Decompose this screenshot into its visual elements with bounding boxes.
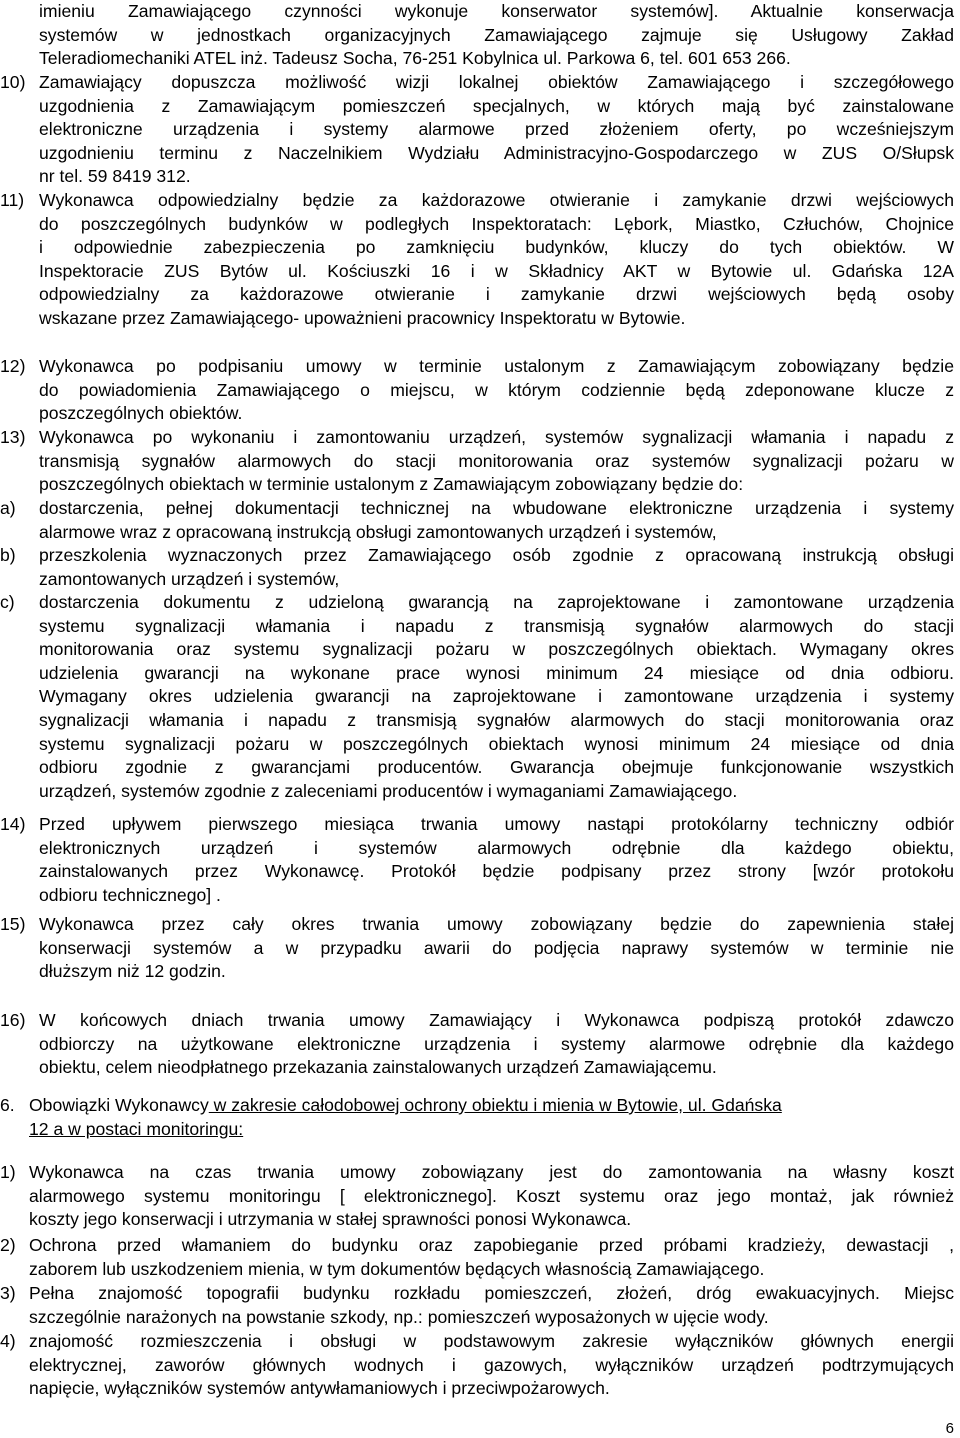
text-line: Wymagany okres udzielenia gwarancji na zaprojektowane i zamontowane urządzenia i systemy: [39, 686, 954, 707]
list-item-12: [0, 355, 954, 426]
text-line: dłuższym niż 12 godzin.: [39, 961, 226, 982]
text-line: odbioru technicznego] .: [39, 884, 221, 905]
list-item-16: [0, 1009, 954, 1080]
text-line: poszczególnych obiektach w terminie ustalonym z Zamawiającym zobowiązany będzie do:: [39, 474, 744, 495]
text-line: szczególnie narażonych na powstanie szkody, np.: pomieszczeń wyposażonych w ujęcie wody.: [29, 1306, 769, 1327]
text-line: nr tel. 59 8419 312.: [39, 166, 191, 187]
text-line: Wykonawca po podpisaniu umowy w terminie ustalonym z Zamawiającym zobowiązany będzie: [39, 356, 954, 376]
list-number: 16): [0, 1010, 26, 1030]
text-line: poszczególnych obiektów.: [39, 403, 243, 424]
text-line: W końcowych dniach trwania umowy Zamawiający i Wykonawca podpiszą protokół zdawczo: [39, 1010, 954, 1030]
list-number: a): [0, 498, 16, 518]
text-line: znajomość rozmieszczenia i obsługi w podstawowym zakresie wyłączników głównych energii: [29, 1331, 954, 1351]
list-number: 2): [0, 1235, 16, 1255]
text-line: dostarczenia dokumentu z udzieloną gwarancją na zaprojektowane i zamontowane urządzenia: [39, 592, 954, 612]
text-line: konserwacji systemów a w przypadku awarii do podjęcia naprawy systemów w terminie nie: [39, 937, 954, 958]
text-line: monitorowania oraz systemu sygnalizacji pożaru w poszczególnych obiektach. Wymagany okres: [39, 639, 954, 660]
heading-plain: Obowiązki Wykonawcy: [29, 1095, 209, 1115]
list-item-15: [0, 913, 954, 984]
text-line: przeszkolenia wyznaczonych przez Zamawiającego osób zgodnie z opracowaną instrukcją obsługi: [39, 545, 954, 565]
text-line: sygnalizacji włamania i napadu z transmisją sygnałów alarmowych do stacji monitorowania oraz: [39, 709, 954, 730]
text-line: wskazane przez Zamawiającego- upoważnieni pracownicy Inspektoratu w Bytowie.: [39, 307, 686, 328]
list-number: 12): [0, 356, 26, 376]
text-line: zainstalowanych przez Wykonawcę. Protokół będzie podpisany przez strony [wzór protokołu: [39, 861, 954, 882]
text-line: udzielenia gwarancji na wykonane prace wynosi minimum 24 miesiące od dnia odbioru.: [39, 662, 954, 683]
text-line: Wykonawca na czas trwania umowy zobowiązany jest do zamontowania na własny koszt: [29, 1162, 954, 1182]
list-item-13: [0, 426, 954, 497]
text-line: imieniu Zamawiającego czynności wykonuje konserwator systemów]. Aktualnie konserwacja: [39, 1, 954, 21]
s6-list-item-2: [0, 1234, 954, 1281]
text-line: systemów w jednostkach organizacyjnych Zamawiającego zajmuje się Usługowy Zakład: [39, 24, 954, 45]
list-number: 15): [0, 914, 26, 934]
list-number: 11): [0, 190, 25, 210]
text-line: dostarczenia, pełnej dokumentacji technicznej na wbudowane elektroniczne urządzenia i systemy: [39, 498, 954, 518]
text-line: elektrycznej, zaworów głównych wodnych i gazowych, wyłączników urządzeń podtrzymujących: [29, 1354, 954, 1375]
text-line: uzgodnienia z Zamawiającym pomieszczeń specjalnych, w których mają być zainstalowane: [39, 95, 954, 116]
list-item-11: [0, 189, 954, 331]
list-number: 1): [0, 1162, 16, 1182]
text-line: Pełna znajomość topografii budynku rozkładu pomieszczeń, złożeń, dróg ewakuacyjnych. Miejsc: [29, 1283, 954, 1303]
text-line: obiektu, celem nieodpłatnego przekazania zainstalowanych urządzeń Zamawiającemu.: [39, 1057, 717, 1078]
text-line: zamontowanych urządzeń i systemów,: [39, 568, 340, 589]
text-line: urządzeń, systemów zgodnie z zaleceniami producentów i wymaganiami Zamawiającego.: [39, 780, 738, 801]
heading-underlined: w zakresie całodobowej ochrony obiektu i mienia w Bytowie, ul. Gdańska: [208, 1095, 782, 1115]
text-line: elektronicznych urządzeń i systemów alarmowych odrębnie dla każdego obiektu,: [39, 837, 954, 858]
text-line: systemu sygnalizacji pożaru w poszczególnych obiektach wynosi minimum 24 miesiące od dnia: [39, 733, 954, 754]
text-line: Wykonawca po wykonaniu i zamontowaniu urządzeń, systemów sygnalizacji włamania i napadu z: [39, 427, 954, 447]
text-line: napięcie, wyłączników systemów antywłamaniowych i przeciwpożarowych.: [29, 1378, 610, 1399]
heading-line: [29, 1094, 954, 1118]
text-line: Zamawiający dopuszcza możliwość wizji lokalnej obiektów Zamawiającego i szczegółowego: [39, 72, 954, 92]
text-line: systemu sygnalizacji włamania i napadu z transmisją sygnałów alarmowych do stacji: [39, 615, 954, 636]
text-line: odbioru zgodnie z gwarancjami producentów. Gwarancja obejmuje funkcjonowanie wszystkich: [39, 757, 954, 778]
list-number: c): [0, 592, 15, 612]
list-item-10: [0, 71, 954, 189]
text-line: do powiadomienia Zamawiającego o miejscu, w którym codziennie będą zdeponowane klucze z: [39, 379, 954, 400]
list-number: 13): [0, 427, 26, 447]
list-number: b): [0, 545, 16, 565]
list-number: 14): [0, 814, 26, 834]
s6-list-item-4: [0, 1330, 954, 1401]
text-line: transmisją sygnałów alarmowych do stacji monitorowania oraz systemów sygnalizacji pożaru w: [39, 450, 954, 471]
text-line: zaborem lub uszkodzeniem mienia, w tym dokumentów będących własnością Zamawiającego.: [29, 1258, 765, 1279]
s6-list-item-1: [0, 1161, 954, 1232]
text-line: i odpowiednie zabezpieczenia po zamknięciu budynków, kluczy do tych obiektów. W: [39, 237, 954, 258]
text-line: alarmowego systemu monitoringu [ elektronicznego]. Koszt systemu oraz jego montaż, jak również: [29, 1185, 954, 1206]
text-line: Ochrona przed włamaniem do budynku oraz zapobieganie przed próbami kradzieży, dewastacji ,: [29, 1235, 954, 1255]
text-line: odpowiedzialny za każdorazowe otwieranie i zamykanie drzwi wejściowych będą osoby: [39, 284, 954, 305]
text-line: do poszczególnych budynków w podległych Inspektoratach: Lębork, Miastko, Człuchów, Chojnice: [39, 213, 954, 234]
text-line: koszty jego konserwacji i utrzymania w stałej sprawności ponosi Wykonawca.: [29, 1209, 632, 1230]
list-number: 3): [0, 1283, 16, 1303]
list-item-14: [0, 813, 954, 907]
list-number: 4): [0, 1331, 16, 1351]
text-line: odbiorczy na użytkowane elektroniczne urządzenia i systemy alarmowe odrębnie dla każdego: [39, 1033, 954, 1054]
text-line: Wykonawca przez cały okres trwania umowy zobowiązany będzie do zapewnienia stałej: [39, 914, 954, 934]
page-number: 6: [945, 1420, 954, 1437]
text-line: Wykonawca odpowiedzialny będzie za każdorazowe otwieranie i zamykanie drzwi wejściowych: [39, 190, 954, 210]
sub-item-b: [0, 544, 954, 591]
section-6-heading: [0, 1094, 954, 1141]
text-line: Przed upływem pierwszego miesiąca trwania umowy nastąpi protokólarny techniczny odbiór: [39, 814, 954, 834]
text-line: alarmowe wraz z opracowaną instrukcją obsługi zamontowanych urządzeń i systemów,: [39, 521, 717, 542]
text-line: Teleradiomechaniki ATEL inż. Tadeusz Socha, 76-251 Kobylnica ul. Parkowa 6, tel. 601 653 266.: [39, 48, 791, 69]
intro-paragraph: [39, 0, 954, 71]
list-number: 10): [0, 72, 26, 92]
sub-item-a: [0, 497, 954, 544]
sub-item-c: [0, 591, 954, 803]
section-number: 6.: [0, 1095, 15, 1115]
text-line: Inspektoracie ZUS Bytów ul. Kościuszki 16 i w Składnicy AKT w Bytowie ul. Gdańska 12A: [39, 260, 954, 281]
text-line: uzgodnieniu terminu z Naczelnikiem Wydziału Administracyjno-Gospodarczego w ZUS O/Słupsk: [39, 142, 954, 163]
s6-list-item-3: [0, 1282, 954, 1329]
heading-underlined: 12 a w postaci monitoringu:: [29, 1118, 244, 1139]
text-line: elektroniczne urządzenia i systemy alarmowe przed złożeniem oferty, po wcześniejszym: [39, 119, 954, 140]
heading-line: [29, 1118, 954, 1142]
